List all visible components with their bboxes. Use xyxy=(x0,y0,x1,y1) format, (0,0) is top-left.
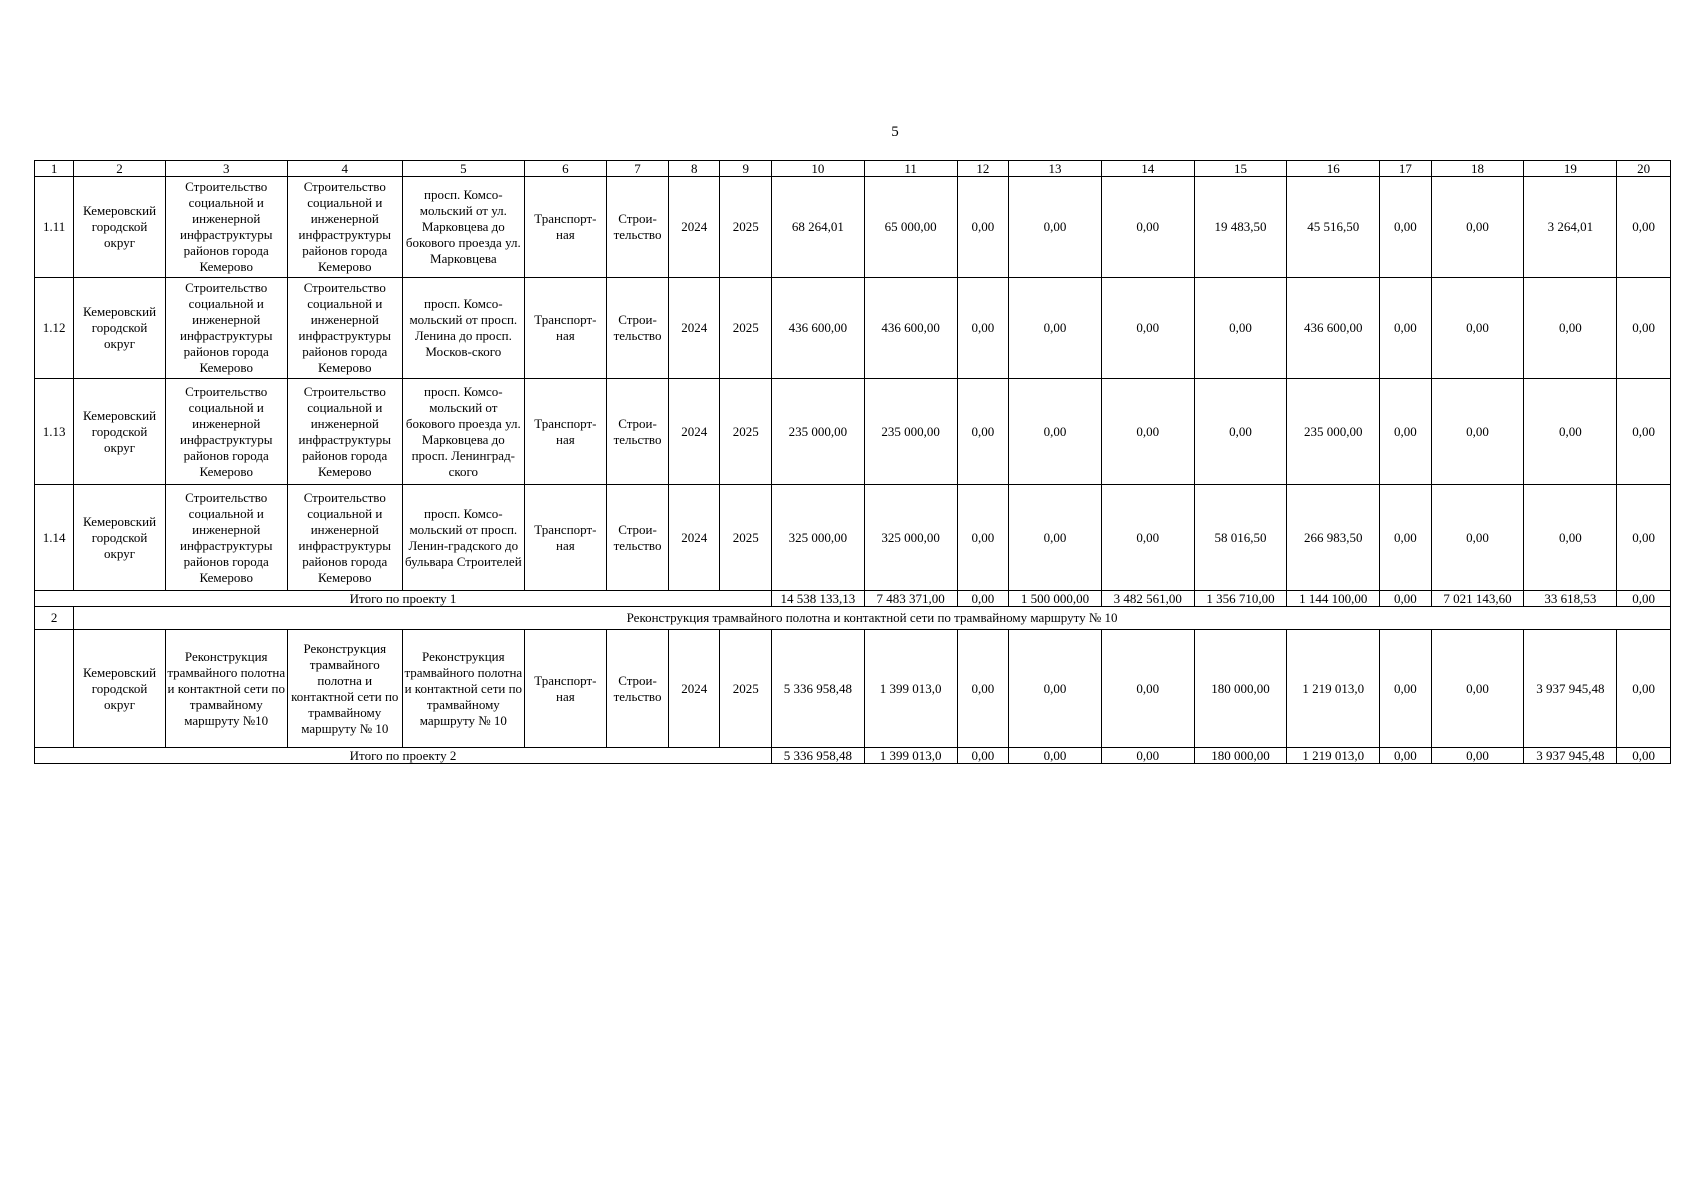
column-header: 8 xyxy=(668,161,720,177)
table-cell: 0,00 xyxy=(957,278,1009,379)
table-cell: просп. Комсо-мольский от ул. Марковцева до бокового проезда ул. Марковцева xyxy=(403,177,525,278)
total-value: 1 500 000,00 xyxy=(1009,591,1102,607)
column-header: 4 xyxy=(287,161,402,177)
column-header: 18 xyxy=(1431,161,1524,177)
table-cell: 0,00 xyxy=(1009,278,1102,379)
table-cell: Кемеровский городской округ xyxy=(74,379,166,485)
table-cell: 0,00 xyxy=(957,630,1009,748)
total-value: 3 937 945,48 xyxy=(1524,748,1617,764)
table-cell: Кемеровский городской округ xyxy=(74,630,166,748)
table-cell: Транспорт-ная xyxy=(524,278,606,379)
table-cell: Строи-тельство xyxy=(607,278,669,379)
table-cell: Строи-тельство xyxy=(607,177,669,278)
table-cell: Строительство социальной и инженерной инфраструктуры районов города Кемерово xyxy=(287,177,402,278)
table-cell: 235 000,00 xyxy=(772,379,865,485)
total-value: 0,00 xyxy=(1617,748,1671,764)
table-cell: 0,00 xyxy=(1380,278,1432,379)
table-cell: Кемеровский городской округ xyxy=(74,485,166,591)
table-cell: 436 600,00 xyxy=(772,278,865,379)
table-cell: 235 000,00 xyxy=(1287,379,1380,485)
column-header: 11 xyxy=(864,161,957,177)
table-cell: 436 600,00 xyxy=(864,278,957,379)
table-cell: 65 000,00 xyxy=(864,177,957,278)
total-value: 0,00 xyxy=(1380,591,1432,607)
table-cell: 0,00 xyxy=(1431,379,1524,485)
total-label: Итого по проекту 2 xyxy=(35,748,772,764)
table-cell: 0,00 xyxy=(1524,278,1617,379)
total-value: 0,00 xyxy=(957,748,1009,764)
column-header: 6 xyxy=(524,161,606,177)
total-value: 0,00 xyxy=(1101,748,1194,764)
total-row-project-2 xyxy=(35,748,1671,764)
table-cell: 0,00 xyxy=(1101,379,1194,485)
table-cell: 1 219 013,0 xyxy=(1287,630,1380,748)
table-cell: 0,00 xyxy=(1617,278,1671,379)
total-value: 1 399 013,0 xyxy=(864,748,957,764)
table-cell: 0,00 xyxy=(1380,379,1432,485)
column-header: 17 xyxy=(1380,161,1432,177)
table-cell: просп. Комсо-мольский от просп. Ленин-градского до бульвара Строителей xyxy=(403,485,525,591)
table-cell: 0,00 xyxy=(1101,630,1194,748)
table-cell: 1 399 013,0 xyxy=(864,630,957,748)
table-cell: Строительство социальной и инженерной инфраструктуры районов города Кемерово xyxy=(165,278,287,379)
table-cell: 0,00 xyxy=(1617,630,1671,748)
table-cell: 266 983,50 xyxy=(1287,485,1380,591)
table-cell: 2025 xyxy=(720,379,772,485)
table-cell: 2025 xyxy=(720,485,772,591)
table-cell: 19 483,50 xyxy=(1194,177,1287,278)
column-header: 2 xyxy=(74,161,166,177)
table-row xyxy=(35,177,1671,278)
table-cell: Строи-тельство xyxy=(607,630,669,748)
table-cell: Строительство социальной и инженерной инфраструктуры районов города Кемерово xyxy=(287,278,402,379)
table-cell: просп. Комсо-мольский от бокового проезда ул. Марковцева до просп. Ленинград-ского xyxy=(403,379,525,485)
table-cell: Строительство социальной и инженерной инфраструктуры районов города Кемерово xyxy=(287,485,402,591)
table-cell: 0,00 xyxy=(1009,379,1102,485)
section-number: 2 xyxy=(35,607,74,630)
total-value: 0,00 xyxy=(1617,591,1671,607)
table-cell: Транспорт-ная xyxy=(524,379,606,485)
total-value: 7 483 371,00 xyxy=(864,591,957,607)
total-row-project-1 xyxy=(35,591,1671,607)
column-header: 16 xyxy=(1287,161,1380,177)
total-value: 33 618,53 xyxy=(1524,591,1617,607)
total-value: 5 336 958,48 xyxy=(772,748,865,764)
table-cell: 68 264,01 xyxy=(772,177,865,278)
table-cell: 1.11 xyxy=(35,177,74,278)
investment-table xyxy=(34,160,1671,764)
table-cell: Реконструкция трамвайного полотна и контактной сети по трамвайному маршруту №10 xyxy=(165,630,287,748)
table-cell: Строительство социальной и инженерной инфраструктуры районов города Кемерово xyxy=(287,379,402,485)
table-cell: Строительство социальной и инженерной инфраструктуры районов города Кемерово xyxy=(165,379,287,485)
total-value: 1 356 710,00 xyxy=(1194,591,1287,607)
table-cell: Кемеровский городской округ xyxy=(74,177,166,278)
table-row xyxy=(35,485,1671,591)
table-cell: Транспорт-ная xyxy=(524,485,606,591)
table-cell xyxy=(35,630,74,748)
total-value: 1 144 100,00 xyxy=(1287,591,1380,607)
table-cell: 325 000,00 xyxy=(772,485,865,591)
column-header: 1 xyxy=(35,161,74,177)
table-row xyxy=(35,278,1671,379)
table-cell: Строи-тельство xyxy=(607,485,669,591)
total-value: 0,00 xyxy=(1009,748,1102,764)
table-cell: 0,00 xyxy=(957,485,1009,591)
total-value: 0,00 xyxy=(957,591,1009,607)
total-value: 14 538 133,13 xyxy=(772,591,865,607)
table-cell: 235 000,00 xyxy=(864,379,957,485)
table-cell: Транспорт-ная xyxy=(524,177,606,278)
column-header: 19 xyxy=(1524,161,1617,177)
column-header: 9 xyxy=(720,161,772,177)
column-header: 3 xyxy=(165,161,287,177)
table-cell: 45 516,50 xyxy=(1287,177,1380,278)
table-cell: 0,00 xyxy=(1617,379,1671,485)
table-cell: 2024 xyxy=(668,379,720,485)
table-cell: 0,00 xyxy=(1380,177,1432,278)
table-row xyxy=(35,379,1671,485)
total-value: 180 000,00 xyxy=(1194,748,1287,764)
table-cell: 0,00 xyxy=(1009,630,1102,748)
table-cell: 5 336 958,48 xyxy=(772,630,865,748)
table-cell: 2024 xyxy=(668,485,720,591)
section-row-project-2 xyxy=(35,607,1671,630)
table-cell: Кемеровский городской округ xyxy=(74,278,166,379)
table-cell: 0,00 xyxy=(1380,485,1432,591)
column-header: 7 xyxy=(607,161,669,177)
total-value: 7 021 143,60 xyxy=(1431,591,1524,607)
table-cell: 0,00 xyxy=(1431,485,1524,591)
table-cell: 0,00 xyxy=(957,177,1009,278)
column-header: 10 xyxy=(772,161,865,177)
table-cell: 0,00 xyxy=(1101,485,1194,591)
table-cell: 0,00 xyxy=(1431,630,1524,748)
table-cell: 325 000,00 xyxy=(864,485,957,591)
table-cell: 2024 xyxy=(668,630,720,748)
total-value: 0,00 xyxy=(1431,748,1524,764)
section-title: Реконструкция трамвайного полотна и контактной сети по трамвайному маршруту № 10 xyxy=(74,607,1671,630)
table-cell: 0,00 xyxy=(1431,177,1524,278)
column-header: 12 xyxy=(957,161,1009,177)
table-cell: 3 264,01 xyxy=(1524,177,1617,278)
table-cell: 3 937 945,48 xyxy=(1524,630,1617,748)
total-label: Итого по проекту 1 xyxy=(35,591,772,607)
table-cell: 0,00 xyxy=(1380,630,1432,748)
table-cell: Транспорт-ная xyxy=(524,630,606,748)
table-cell: Строительство социальной и инженерной инфраструктуры районов города Кемерово xyxy=(165,177,287,278)
table-cell: 2024 xyxy=(668,177,720,278)
table-cell: Строительство социальной и инженерной инфраструктуры районов города Кемерово xyxy=(165,485,287,591)
table-cell: 0,00 xyxy=(1431,278,1524,379)
table-cell: 0,00 xyxy=(1009,177,1102,278)
table-cell: 2025 xyxy=(720,630,772,748)
column-header: 14 xyxy=(1101,161,1194,177)
table-cell: 1.14 xyxy=(35,485,74,591)
column-header: 15 xyxy=(1194,161,1287,177)
column-header: 13 xyxy=(1009,161,1102,177)
table-cell: 0,00 xyxy=(1524,485,1617,591)
table-cell: 2025 xyxy=(720,177,772,278)
table-cell: 0,00 xyxy=(957,379,1009,485)
column-number-row xyxy=(35,161,1671,177)
table-cell: 0,00 xyxy=(1101,177,1194,278)
table-cell: 0,00 xyxy=(1617,485,1671,591)
table-cell: 0,00 xyxy=(1101,278,1194,379)
table-cell: 2025 xyxy=(720,278,772,379)
column-header: 20 xyxy=(1617,161,1671,177)
table-cell: 0,00 xyxy=(1524,379,1617,485)
total-value: 3 482 561,00 xyxy=(1101,591,1194,607)
table-cell: 0,00 xyxy=(1194,379,1287,485)
page-number: 5 xyxy=(891,124,899,140)
table-cell: 2024 xyxy=(668,278,720,379)
table-cell: просп. Комсо-мольский от просп. Ленина до просп. Москов-ского xyxy=(403,278,525,379)
total-value: 0,00 xyxy=(1380,748,1432,764)
table-cell: Реконструкция трамвайного полотна и контактной сети по трамвайному маршруту № 10 xyxy=(287,630,402,748)
table-cell: 1.12 xyxy=(35,278,74,379)
table-cell: 0,00 xyxy=(1617,177,1671,278)
total-value: 1 219 013,0 xyxy=(1287,748,1380,764)
table-cell: Строи-тельство xyxy=(607,379,669,485)
table-cell: Реконструкция трамвайного полотна и контактной сети по трамвайному маршруту № 10 xyxy=(403,630,525,748)
table-cell: 0,00 xyxy=(1009,485,1102,591)
table-row xyxy=(35,630,1671,748)
table-cell: 180 000,00 xyxy=(1194,630,1287,748)
table-cell: 58 016,50 xyxy=(1194,485,1287,591)
table-cell: 436 600,00 xyxy=(1287,278,1380,379)
table-cell: 0,00 xyxy=(1194,278,1287,379)
table-cell: 1.13 xyxy=(35,379,74,485)
column-header: 5 xyxy=(403,161,525,177)
